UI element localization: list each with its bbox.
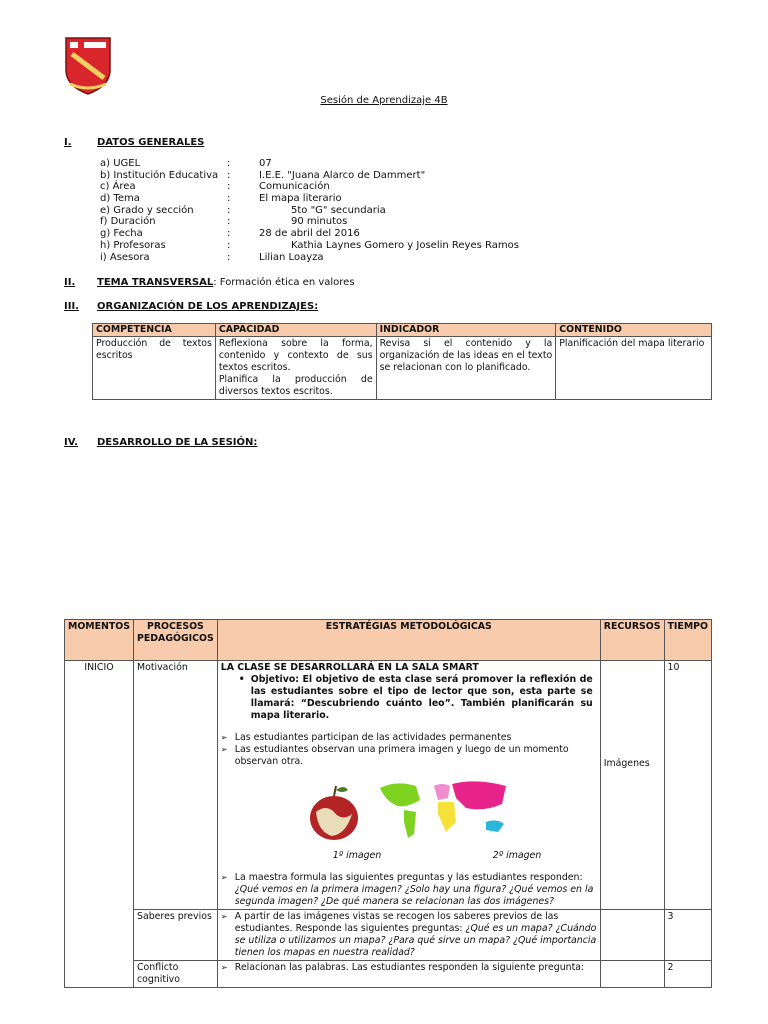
- datos-colon: :: [227, 158, 231, 169]
- section-number: II.: [64, 277, 76, 288]
- section-datos-generales: [64, 137, 204, 148]
- proceso-cell: Motivación: [134, 661, 218, 910]
- col-header: RECURSOS: [600, 620, 664, 661]
- strategy-cell: [217, 661, 600, 910]
- list-item: ➢ Las estudiantes participan de las actividades permanentes: [221, 732, 597, 744]
- datos-label: i) Asesora: [100, 251, 150, 263]
- page-title: Sesión de Aprendizaje 4B: [320, 95, 448, 106]
- organization-table: [92, 323, 712, 400]
- datos-label: c) Área: [100, 181, 136, 193]
- datos-value: 5to "G" secundaria: [291, 204, 386, 216]
- school-logo: [64, 34, 112, 96]
- list-item: [221, 911, 597, 959]
- section-organizacion: [64, 301, 318, 312]
- datos-label: g) Fecha: [100, 228, 143, 240]
- capacidad-2: Planifica la producción de diversos textos escritos.: [218, 374, 373, 397]
- question-intro: La maestra formula las siguientes preguntas y las estudiantes responden:: [234, 872, 583, 883]
- col-header: ESTRATÉGIAS METODOLÓGICAS: [217, 620, 600, 661]
- table-header-row: [65, 620, 712, 661]
- list-item: ➢ Relacionan las palabras. Las estudiantes responden la siguiente pregunta:: [221, 962, 597, 974]
- table-row: [93, 337, 712, 400]
- datos-value: Lilian Loayza: [259, 251, 324, 263]
- datos-value: El mapa literario: [259, 193, 342, 205]
- datos-label: d) Tema: [100, 193, 140, 205]
- list-item: ➢ Las estudiantes observan una primera imagen y luego de un momento observan otra.: [221, 744, 597, 768]
- table-cell: Planificación del mapa literario: [556, 337, 712, 400]
- table-row-conflicto: [65, 961, 712, 988]
- col-header: CAPACIDAD: [215, 324, 376, 337]
- datos-value: Comunicación: [259, 181, 330, 193]
- objective: [221, 674, 597, 722]
- datos-colon: :: [227, 204, 231, 216]
- saberes-questions: ¿Qué es un mapa? ¿Cuándo se utiliza o utilizamos un mapa? ¿Para qué sirve un mapa? ¿Qué importancia tienen los mapas en nuestra realidad?: [234, 923, 597, 958]
- saberes-intro: A partir de las imágenes vistas se recogen los saberes previos de las estudiantes. Responde las siguientes preguntas:: [234, 911, 559, 934]
- bullet-icon: •: [238, 674, 245, 685]
- col-header: PROCESOS PEDAGÓGICOS: [134, 620, 218, 661]
- datos-label: e) Grado y sección: [100, 204, 194, 216]
- datos-colon: :: [227, 181, 231, 193]
- section-title: TEMA TRANSVERSAL: [97, 277, 214, 288]
- datos-colon: :: [227, 193, 231, 205]
- table-cell: Producción de textos escritos: [93, 337, 216, 400]
- caption-1: 1º imagen: [332, 850, 382, 861]
- list-item: [221, 872, 597, 908]
- class-heading: LA CLASE SE DESARROLLARÁ EN LA SALA SMART: [220, 662, 479, 673]
- tiempo-cell: 2: [664, 961, 711, 988]
- section-number: I.: [64, 137, 72, 148]
- col-header: COMPETENCIA: [93, 324, 216, 337]
- section-number: IV.: [64, 437, 78, 448]
- datos-value: 28 de abril del 2016: [259, 228, 360, 240]
- table-row-inicio: [65, 661, 712, 910]
- table-header-row: [93, 324, 712, 337]
- tiempo-cell: 10: [664, 661, 711, 910]
- datos-colon: :: [227, 239, 231, 251]
- datos-colon: :: [227, 169, 231, 181]
- datos-value: I.E.E. "Juana Alarco de Dammert": [259, 169, 426, 181]
- bullet-list: [221, 911, 597, 959]
- strategy-cell: [217, 961, 600, 988]
- col-header: CONTENIDO: [556, 324, 712, 337]
- datos-label: h) Profesoras: [100, 239, 166, 251]
- bullet-list: [221, 732, 597, 768]
- datos-value: Kathia Laynes Gomero y Joselin Reyes Ramos: [291, 239, 519, 251]
- col-header: TIEMPO: [664, 620, 711, 661]
- section-title: ORGANIZACIÓN DE LOS APRENDIZAJES:: [97, 301, 319, 312]
- col-header: MOMENTOS: [65, 620, 134, 661]
- strategy-cell: [217, 910, 600, 961]
- apple-image: [306, 782, 362, 844]
- proceso-cell: Conflicto cognitivo: [134, 961, 218, 988]
- section-title: DESARROLLO DE LA SESIÓN:: [97, 437, 258, 448]
- datos-label: a) UGEL: [100, 158, 141, 169]
- datos-label: f) Duración: [100, 216, 156, 228]
- datos-colon: :: [227, 216, 231, 228]
- recurso-cell: [600, 961, 664, 988]
- proceso-cell: Saberes previos: [134, 910, 218, 961]
- section-desarrollo: [64, 437, 257, 448]
- section-number: III.: [64, 301, 79, 312]
- datos-value: 90 minutos: [291, 216, 348, 228]
- world-map-image: [376, 778, 514, 846]
- section-tema-transversal: [64, 277, 355, 288]
- datos-colon: :: [227, 228, 231, 240]
- tiempo-cell: 3: [664, 910, 711, 961]
- capacidad-1: Reflexiona sobre la forma, contenido y contexto de sus textos escritos.: [218, 338, 373, 373]
- session-development-table: [64, 619, 712, 988]
- section-value: : Formación ética en valores: [213, 277, 355, 288]
- caption-2: 2º imagen: [492, 850, 542, 861]
- datos-value: 07: [259, 158, 272, 169]
- recurso-cell: [600, 910, 664, 961]
- section-title: DATOS GENERALES: [97, 137, 205, 148]
- bullet-list: [221, 962, 597, 974]
- table-row-saberes: [65, 910, 712, 961]
- momento-cell: INICIO: [65, 661, 134, 988]
- images-area: [221, 768, 597, 872]
- objective-text: Objetivo: El objetivo de esta clase será promover la reflexión de las estudiantes sobre el tipo de lector que son, esta parte se llamará: “Descubriendo cuánto leo”. También planificarán su mapa literario.: [250, 674, 593, 721]
- table-cell: [215, 337, 376, 400]
- table-cell: Revisa si el contenido y la organización de las ideas en el texto se relacionan con lo planificado.: [376, 337, 556, 400]
- datos-colon: :: [227, 251, 231, 263]
- bullet-list: [221, 872, 597, 908]
- datos-label: b) Institución Educativa: [100, 169, 219, 181]
- recurso-cell: [600, 661, 664, 910]
- questions: ¿Qué vemos en la primera imagen? ¿Solo hay una figura? ¿Qué vemos en la segunda imagen? ¿De qué manera se relacionan las dos imágenes?: [234, 884, 594, 907]
- recurso-text: Imágenes: [603, 758, 650, 769]
- col-header: INDICADOR: [376, 324, 556, 337]
